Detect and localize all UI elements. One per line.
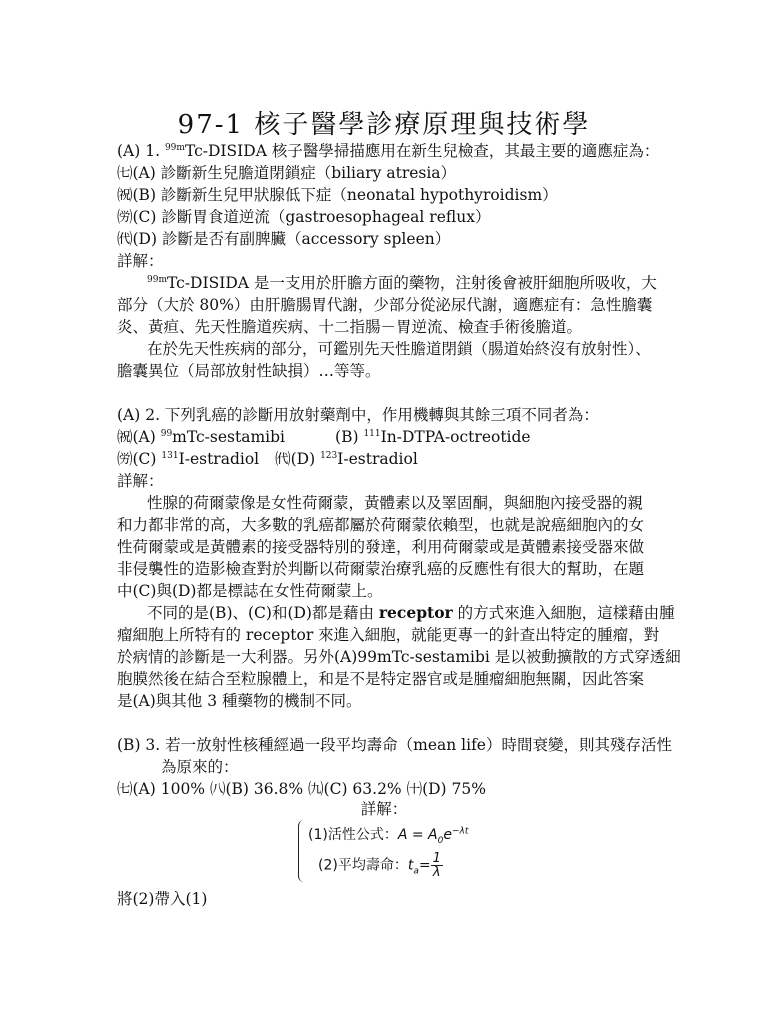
q3-header-cont: 為原來的：: [161, 758, 239, 776]
q2-option-a-text: mTc-sestamibi: [172, 428, 286, 446]
q2-option-d-text: I-estradiol: [337, 450, 418, 468]
q2-header: (A) 2. 下列乳癌的診斷用放射藥劑中，作用機轉與其餘三項不同者為：: [117, 406, 599, 424]
q2-option-c-label: ㈸(C): [117, 450, 162, 468]
q1-detail-label: 詳解：: [117, 252, 164, 270]
q3-detail-label: 詳解：: [360, 800, 408, 818]
q1-isotope-sup: 99m: [164, 142, 185, 153]
q2-detail-line: 性荷爾蒙或是黃體素的接受器特別的發達，利用荷爾蒙或是黃體素接受器來做: [117, 538, 645, 556]
formula-activity: [308, 824, 468, 846]
q2-detail-line: 中(C)與(D)都是標誌在女性荷爾蒙上。: [117, 582, 383, 600]
q2-detail-text: 的方式來進入細胞，這樣藉由腫: [452, 604, 675, 622]
q1-question-text: Tc-DISIDA 核子醫學掃描應用在新生兒檢查，其最主要的適應症為：: [184, 142, 660, 160]
q2-option-a-sup: 99: [160, 428, 173, 439]
formula-mean-life-eq: =: [418, 857, 431, 874]
q2-detail-label: 詳解：: [117, 472, 164, 490]
q2-option-b-sup: 111: [363, 428, 381, 439]
q1-option-a: ㈦(A) 診斷新生兒膽道閉鎖症（biliary atresia）: [117, 164, 457, 182]
q2-option-d-sup: 123: [320, 450, 338, 461]
formula-block: [298, 820, 498, 882]
q1-header: [117, 140, 659, 162]
q1-option-b: ㈷(B) 診斷新生兒甲狀腺低下症（neonatal hypothyroidism）: [117, 186, 558, 204]
q1-number: (A) 1.: [117, 142, 165, 160]
formula-fraction-den: λ: [432, 865, 441, 880]
q1-detail-text: Tc-DISIDA 是一支用於肝膽方面的藥物，注射後會被肝細胞所吸收，大: [167, 274, 657, 292]
q1-detail-line: 膽囊異位（局部放射性缺損）…等等。: [117, 362, 381, 380]
formula-activity-e: e: [443, 827, 452, 843]
q2-detail-text: 不同的是(B)、(C)和(D)都是藉由: [147, 604, 379, 622]
q2-detail-line: 胞膜然後在結合至粒腺體上，和是不是特定器官或是腫瘤細胞無關，因此答案: [117, 670, 645, 688]
formula-mean-life: [318, 852, 443, 879]
q2-option-c-text: I-estradiol: [178, 450, 260, 468]
q2-detail-line: 和力都非常的高，大多數的乳癌都屬於荷爾蒙依賴型，也就是說癌細胞內的女: [117, 516, 645, 534]
formula-mean-life-sub: a: [413, 866, 419, 877]
q2-option-c-sup: 131: [161, 450, 179, 461]
q2-detail-line: 是(A)與其他 3 種藥物的機制不同。: [117, 692, 362, 710]
q2-options-row-2: [117, 448, 418, 470]
formula-activity-sub: 0: [437, 835, 444, 846]
q1-option-c: ㈸(C) 診斷胃食道逆流（gastroesophageal reflux）: [117, 208, 491, 226]
q1-detail-line: [147, 272, 657, 294]
q2-detail-line: 瘤細胞上所特有的 receptor 來進入細胞，就能更專一的針查出特定的腫瘤，對: [117, 626, 660, 644]
formula-brace: [298, 820, 307, 882]
q2-detail-bold: receptor: [378, 603, 453, 622]
formula-activity-exp: −λt: [452, 826, 469, 837]
formula-fraction: [431, 852, 443, 879]
q3-options: ㈦(A) 100% ㈧(B) 36.8% ㈨(C) 63.2% ㈩(D) 75%: [117, 780, 486, 798]
q1-option-d: ㈹(D) 診斷是否有副脾臟（accessory spleen）: [117, 230, 451, 248]
q2-option-d-label: ㈹(D): [275, 450, 321, 468]
q2-option-b-label: (B): [335, 428, 364, 446]
q2-detail-line: 於病情的診斷是一大利器。另外(A)99mTc-sestamibi 是以被動擴散的方式穿透細: [117, 648, 681, 666]
page-title: 97-1 核子醫學診療原理與技術學: [177, 110, 591, 140]
q2-detail-line: 非侵襲性的造影檢查對於判斷以荷爾蒙治療乳癌的反應性有很大的幫助，在題: [117, 560, 645, 578]
q1-detail-line: 在於先天性疾病的部分，可鑑別先天性膽道閉鎖（腸道始終沒有放射性）、: [147, 340, 651, 358]
formula-mean-life-t: t: [407, 857, 414, 874]
q1-detail-line: 炎、黃疸、先天性膽道疾病、十二指腸－胃逆流、檢查手術後膽道。: [117, 318, 583, 336]
q2-detail-line: 性腺的荷爾蒙像是女性荷爾蒙，黃體素以及睪固酮，與細胞內接受器的親: [147, 494, 644, 512]
q2-option-a-label: ㈷(A): [117, 428, 161, 446]
formula-activity-expr: A = A: [397, 827, 438, 843]
formula-activity-label: (1)活性公式：: [308, 827, 398, 843]
q3-substitute: 將(2)帶入(1): [117, 890, 208, 908]
formula-fraction-num: 1: [432, 851, 441, 866]
q2-detail-line: [147, 602, 675, 624]
q1-detail-sup: 99m: [147, 274, 167, 285]
q1-detail-line: 部分（大於 80%）由肝膽腸胃代謝，少部分從泌尿代謝，適應症有：急性膽囊: [117, 296, 653, 314]
q3-header: (B) 3. 若一放射性核種經過一段平均壽命（mean life）時間衰變，則其殘存活性: [117, 736, 672, 754]
formula-mean-life-label: (2)平均壽命：: [318, 857, 408, 874]
q2-option-b-text: In-DTPA-octreotide: [380, 428, 531, 446]
q2-options-row-1: [117, 426, 531, 448]
